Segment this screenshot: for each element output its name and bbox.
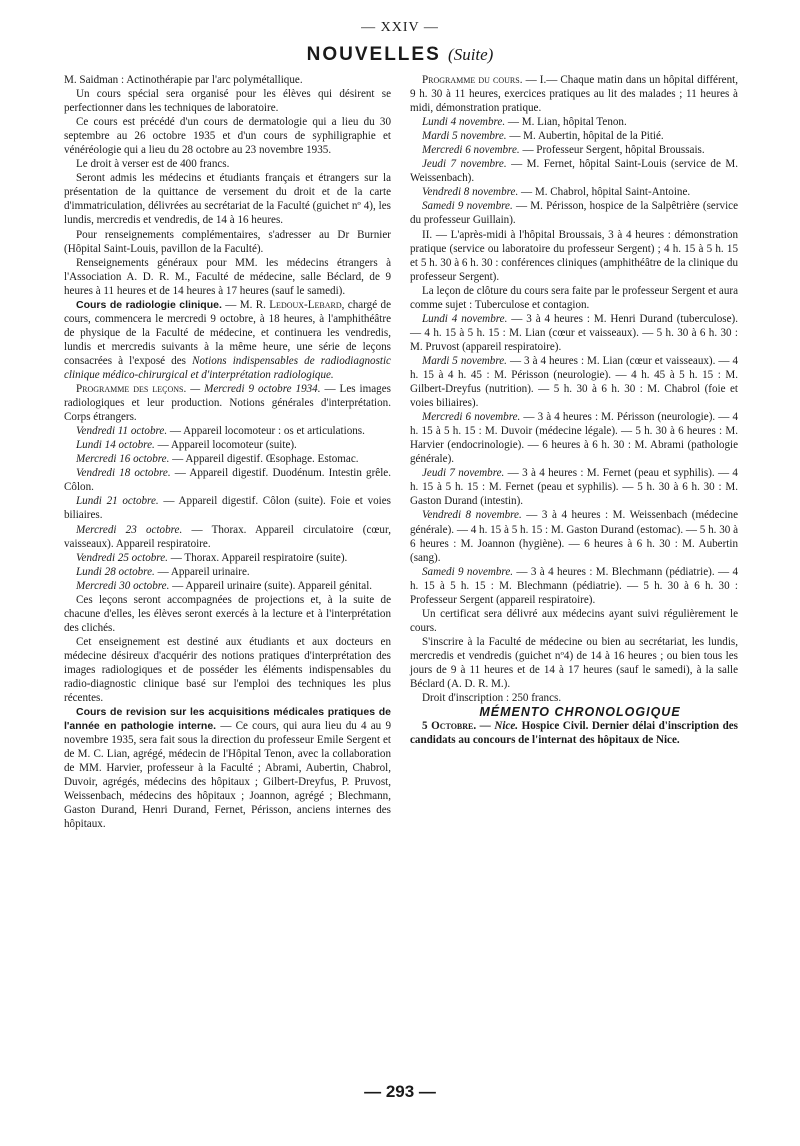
schedule-entry xyxy=(410,508,738,564)
paragraph: Seront admis les médecins et étudiants français et étrangers sur la présentation de la quittance de versement du droit et de la carte d'immatriculation, délivrées au secrétariat de la Faculté (guichet nº 4), les lundis, mercredis et vendredis, de 14 à 16 heures. xyxy=(64,172,391,227)
schedule-date: Mardi 5 novembre. xyxy=(422,130,507,143)
schedule-date: Lundi 4 novembre. xyxy=(422,312,508,325)
schedule-entry xyxy=(410,466,738,508)
programme-text: — Les images radiologiques et leur production. Notions générales d'interprétation. Corps étrangers. xyxy=(64,383,391,424)
schedule-entry xyxy=(410,143,738,157)
schedule-text: — M. Périsson, hospice de la Salpêtrière (service du professeur Guillain). xyxy=(410,200,738,227)
schedule-text: — Thorax. Appareil respiratoire (suite). xyxy=(170,551,348,564)
paragraph: Ce cours est précédé d'un cours de dermatologie qui a lieu du 30 septembre au 26 octobre 1935 et d'un cours de syphiligraphie et vénéréologie qui a lieu du 28 octobre au 23 novembre 1935. xyxy=(64,116,391,157)
schedule-text: — Appareil locomoteur : os et articulations. xyxy=(169,425,365,438)
schedule-text: — 3 à 4 heures : M. Henri Durand (tuberculose). — 4 h. 15 à 5 h. 15 : M. Lian (cœur et vaisseaux). — 5 h. 30 à 6 h. 30 : M. Pruvost (appareil respiratoire). xyxy=(410,312,738,353)
schedule-date: Mardi 5 novembre. xyxy=(422,354,507,367)
schedule-entry xyxy=(410,354,738,410)
schedule-text: — Appareil digestif. Côlon (suite). Foie et voies biliaires. xyxy=(64,495,391,522)
schedule-entry xyxy=(410,185,738,199)
paragraph: S'inscrire à la Faculté de médecine ou bien au secrétariat, les lundis, mercredis et vendredis (guichet nº4) de 14 à 16 heures ; ou bien tous les jours de 9 à 11 heures et de 14 à 17 heures (sauf le samedi), à la salle Béclard (A. D. R. M.). xyxy=(410,635,738,691)
paragraph: Droit d'inscription : 250 francs. xyxy=(422,692,562,705)
schedule-text: — 3 à 4 heures : M. Fernet (peau et syphilis). — 4 h. 15 à 5 h. 15 : M. Fernet (peau et syphilis). — 5 h. 30 à 6 h. 30 : M. Gaston Durand (intestin). xyxy=(410,467,738,508)
schedule-date: Vendredi 18 octobre. xyxy=(76,467,171,480)
schedule-date: Samedi 9 novembre. xyxy=(422,200,513,213)
schedule-entry xyxy=(410,312,738,354)
schedule-date: Mercredi 23 octobre. xyxy=(76,523,183,536)
schedule-entry xyxy=(64,523,391,551)
schedule-text: — Professeur Sergent, hôpital Broussais. xyxy=(522,144,705,157)
schedule-entry xyxy=(410,129,738,143)
programme-cours-label: Programme du cours. xyxy=(422,74,523,86)
schedule-date: Lundi 21 octobre. xyxy=(76,495,159,508)
schedule-date: Vendredi 8 novembre. xyxy=(422,509,522,522)
paragraph: Le droit à verser est de 400 francs. xyxy=(76,158,230,171)
paragraph: Un cours spécial sera organisé pour les élèves qui désirent se perfectionner dans les techniques de laboratoire. xyxy=(64,88,391,115)
radiologie-author: — M. R. Ledoux-Lebard, xyxy=(225,298,345,311)
schedule-entry xyxy=(410,199,738,227)
paragraph: Ces leçons seront accompagnées de projections et, à la suite de chacune d'elles, les élèves seront exercés à la lecture et à l'interprétation des clichés. xyxy=(64,593,391,634)
radiologie-italic-title: Notions indispensables de radiodiagnostic clinique médico-chirurgical et d'interprétation radiologique. xyxy=(64,354,391,381)
schedule-date: Mercredi 6 novembre. xyxy=(422,411,521,424)
schedule-text: — Appareil digestif. Duodénum. Intestin grêle. Côlon. xyxy=(64,467,391,494)
schedule-date: Jeudi 7 novembre. xyxy=(422,158,507,171)
paragraph: Pour renseignements complémentaires, s'adresser au Dr Burnier (Hôpital Saint-Louis, pavillon de la Faculté). xyxy=(64,228,391,255)
roman-page-number: — XXIV — xyxy=(361,20,439,35)
schedule-entry xyxy=(64,452,391,466)
schedule-text: — M. Lian, hôpital Tenon. xyxy=(507,116,627,129)
schedule-text: — Appareil locomoteur (suite). xyxy=(157,439,297,452)
schedule-entry xyxy=(64,438,391,452)
paragraph: Un certificat sera délivré aux médecins ayant suivi régulièrement le cours. xyxy=(410,607,738,634)
schedule-date: Vendredi 25 octobre. xyxy=(76,551,168,564)
schedule-text: — Thorax. Appareil circulatoire (cœur, vaisseaux). Appareil respiratoire. xyxy=(64,523,391,550)
schedule-date: Mercredi 30 octobre. xyxy=(76,579,170,592)
programme-cours-text: — I.— Chaque matin dans un hôpital différent, 9 h. 30 à 11 heures, exercices pratiques au lit des malades ; 11 heures à midi, démonstration pratique. xyxy=(410,74,738,115)
schedule-entry xyxy=(64,551,391,565)
schedule-date: Mercredi 6 novembre. xyxy=(422,144,520,157)
memento-place: — Nice. xyxy=(479,720,519,733)
title-suffix: (Suite) xyxy=(448,45,494,64)
schedule-entry xyxy=(410,115,738,129)
schedule-date: Lundi 14 octobre. xyxy=(76,439,155,452)
programme-label: Programme des leçons. xyxy=(76,383,187,396)
schedule-entry xyxy=(410,410,738,466)
revision-heading: Cours de revision sur les acquisitions médicales pratiques de l'année en pathologie interne. xyxy=(64,706,391,733)
revision-paragraph xyxy=(64,705,391,831)
schedule-text: — 3 à 4 heures : M. Weissenbach (médecine générale). — 4 h. 15 à 5 h. 15 : M. Gaston Durand (estomac). — 5 h. 30 à 6 heures : M. Joannon (hygiène). — 6 heures à 6 h. 30 : M. Aubertin (sang). xyxy=(410,509,739,564)
memento-date: 5 Octobre. xyxy=(422,720,477,733)
radiologie-text: chargé de cours, commencera le mercredi 9 octobre, à 18 heures, à l'amphithéâtre de physique de la Faculté de médecine, et continuera les vendredis, lundis et mercredis suivants à la même heure, une série de leçons consacrées à l'exposé des xyxy=(64,298,391,367)
memento-heading: MÉMENTO CHRONOLOGIQUE xyxy=(479,705,681,720)
schedule-entry xyxy=(64,565,391,579)
schedule-date: Samedi 9 novembre. xyxy=(422,565,514,578)
paragraph: M. Saidman : Actinothérapie par l'arc polymétallique. xyxy=(64,74,303,86)
page-number: — 293 — xyxy=(364,1082,436,1101)
schedule-text: — M. Fernet, hôpital Saint-Louis (service de M. Weissenbach). xyxy=(410,158,738,185)
schedule-date: Jeudi 7 novembre. xyxy=(422,467,505,480)
schedule-entry xyxy=(64,424,391,438)
schedule-text: — 3 à 4 heures : M. Périsson (neurologie). — 4 h. 15 à 5 h. 15 : M. Duvoir (médecine légale). — 5 h. 30 à 6 heures : M. Harvier (endocrinologie). — 6 heures à 6 h. 30 : M. Abrami (pathologie générale). xyxy=(410,411,738,466)
radiologie-paragraph xyxy=(64,298,391,382)
schedule-text: — M. Chabrol, hôpital Saint-Antoine. xyxy=(521,186,691,199)
schedule-text: — 3 à 4 heures : M. Blechmann (pédiatrie). — 4 h. 15 à 5 h. 15 : M. Blechmann (pédiatrie). — 5 h. 30 à 6 h. 30 : Professeur Sergent (appareil respiratoire). xyxy=(410,565,738,606)
paragraph: La leçon de clôture du cours sera faite par le professeur Sergent et aura comme sujet : Tuberculose et contagion. xyxy=(410,284,738,311)
radiologie-heading: Cours de radiologie clinique. xyxy=(76,298,222,311)
left-column xyxy=(64,73,391,832)
memento-entry xyxy=(410,719,738,747)
schedule-text: — Appareil urinaire (suite). Appareil génital. xyxy=(172,579,373,592)
schedule-text: — Appareil urinaire. xyxy=(157,565,250,578)
schedule-date: Mercredi 16 octobre. xyxy=(76,453,170,466)
right-column xyxy=(410,73,738,747)
schedule-entry xyxy=(64,466,391,494)
page-title xyxy=(0,44,800,66)
programme-date: — Mercredi 9 octobre 1934. xyxy=(190,383,321,396)
schedule-entry xyxy=(410,157,738,185)
paragraph: Cet enseignement est destiné aux étudiants et aux docteurs en médecine désireux d'acquérir des notions pratiques d'interprétation des images radiologiques et de posséder les éléments indispensables du radio-diagnostic clinique basé sur l'emploi des techniques les plus récentes. xyxy=(64,635,391,705)
schedule-text: — M. Aubertin, hôpital de la Pitié. xyxy=(509,130,664,143)
schedule-text: — Appareil digestif. Œsophage. Estomac. xyxy=(172,453,359,466)
schedule-date: Vendredi 8 novembre. xyxy=(422,186,519,199)
schedule-date: Lundi 28 octobre. xyxy=(76,565,155,578)
schedule-text: — 3 à 4 heures : M. Lian (cœur et vaisseaux). — 4 h. 15 à 4 h. 45 : M. Périsson (neurologie). — 4 h. 45 à 5 h. 15 : M. Gilbert-Dreyfus (nutrition). — 5 h. 30 à 6 h. 30 : M. Chabrol (foie et voies biliaires). xyxy=(410,354,739,410)
paragraph: II. — L'après-midi à l'hôpital Broussais, 3 à 4 heures : démonstration pratique (service ou laboratoire du professeur Sergent) ; 4 h. 15 à 5 h. 15 et 5 h. 30 à 6 h. 30 : conférences cliniques (amphithéâtre de la clinique du professeur Sergent). xyxy=(410,228,738,283)
programme-paragraph xyxy=(64,382,391,424)
schedule-date: Vendredi 11 octobre. xyxy=(76,425,168,438)
programme-cours-paragraph xyxy=(410,73,738,115)
schedule-entry xyxy=(64,494,391,522)
revision-text: — Ce cours, qui aura lieu du 4 au 9 novembre 1935, sera fait sous la direction du professeur Emile Sergent et de M. C. Lian, agrégé, médecin de l'Hôpital Tenon, avec la collaboration de MM. Harvier, professeur à la Faculté ; Abrami, Aubertin, Chabrol, Duvoir, agrégés, médecins des hôpitaux ; Gilbert-Dreyfus, P. Pruvost, Weissenbach, médecins des hôpitaux ; Joannon, agrégé ; Blechmann, Gaston Durand, Henri Durand, Fernet, Périsson, anciens internes des hôpitaux. xyxy=(64,720,391,831)
schedule-date: Lundi 4 novembre. xyxy=(422,116,506,129)
paragraph: Renseignements généraux pour MM. les médecins étrangers à l'Association A. D. R. M., Faculté de médecine, salle Béclard, de 9 heures à 11 heures et de 14 heures à 17 heures (sauf le samedi). xyxy=(64,256,391,297)
schedule-entry xyxy=(410,565,738,607)
schedule-entry xyxy=(64,579,391,593)
memento-text: Hospice Civil. Dernier délai d'inscription des candidats au concours de l'internat des hôpitaux de Nice. xyxy=(410,720,738,747)
title-text: NOUVELLES xyxy=(306,44,441,65)
